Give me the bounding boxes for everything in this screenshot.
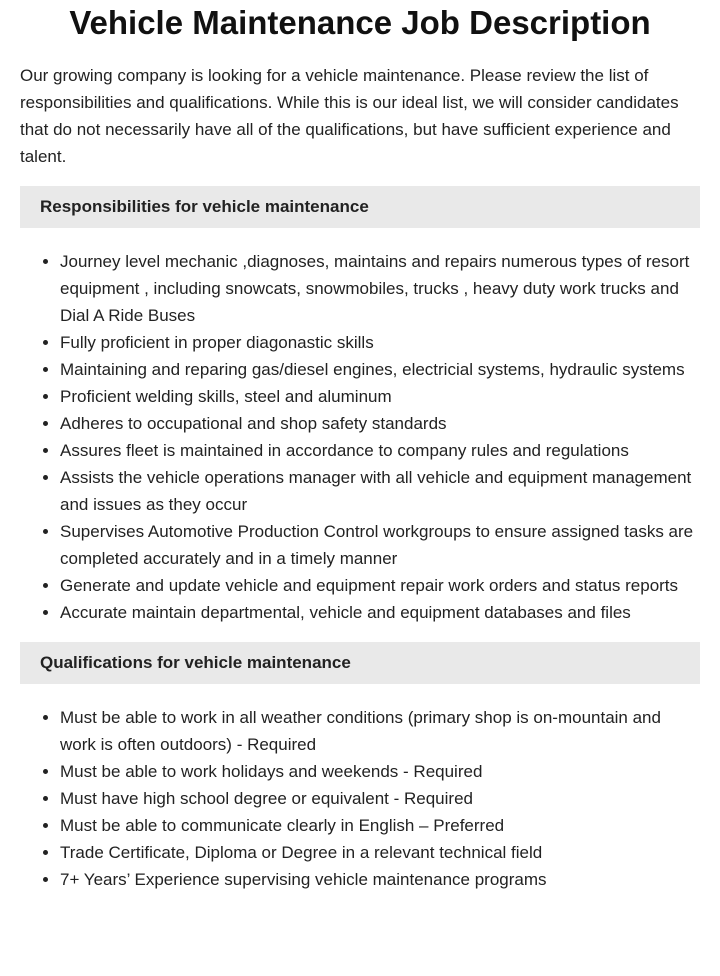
page-title: Vehicle Maintenance Job Description [69,4,651,41]
list-item: • Must be able to work in all weather conditions (primary shop is on-mountain and work is often outdoors) - Required [60,704,700,758]
list-item: • Assists the vehicle operations manager with all vehicle and equipment management and issues as they occur [60,464,700,518]
list-item: • Accurate maintain departmental, vehicle and equipment databases and files [60,599,700,626]
qualifications-heading: Qualifications for vehicle maintenance [20,642,700,684]
list-item: • Proficient welding skills, steel and aluminum [60,383,700,410]
list-item: • Must be able to work holidays and weekends - Required [60,758,700,785]
list-item: • 7+ Years’ Experience supervising vehicle maintenance programs [60,866,700,893]
responsibilities-heading: Responsibilities for vehicle maintenance [20,186,700,228]
list-item: • Supervises Automotive Production Control workgroups to ensure assigned tasks are completed accurately and in a timely manner [60,518,700,572]
list-item: • Must be able to communicate clearly in English – Preferred [60,812,700,839]
list-item: • Maintaining and reparing gas/diesel engines, electricial systems, hydraulic systems [60,356,700,383]
list-item: • Journey level mechanic ,diagnoses, maintains and repairs numerous types of resort equipment , including snowcats, snowmobiles, trucks , heavy duty work trucks and Dial A Ride Buses [60,248,700,329]
responsibilities-list [20,248,700,626]
list-item: • Fully proficient in proper diagonastic skills [60,329,700,356]
qualifications-list [20,704,700,893]
list-item: • Trade Certificate, Diploma or Degree in a relevant technical field [60,839,700,866]
list-item: • Generate and update vehicle and equipment repair work orders and status reports [60,572,700,599]
list-item: • Adheres to occupational and shop safety standards [60,410,700,437]
intro-paragraph: Our growing company is looking for a vehicle maintenance. Please review the list of responsibilities and qualifications. While this is our ideal list, we will consider candidates that do not necessarily have all of the qualifications, but have sufficient experience and talent. [20,66,679,166]
list-item: • Assures fleet is maintained in accordance to company rules and regulations [60,437,700,464]
list-item: • Must have high school degree or equivalent - Required [60,785,700,812]
